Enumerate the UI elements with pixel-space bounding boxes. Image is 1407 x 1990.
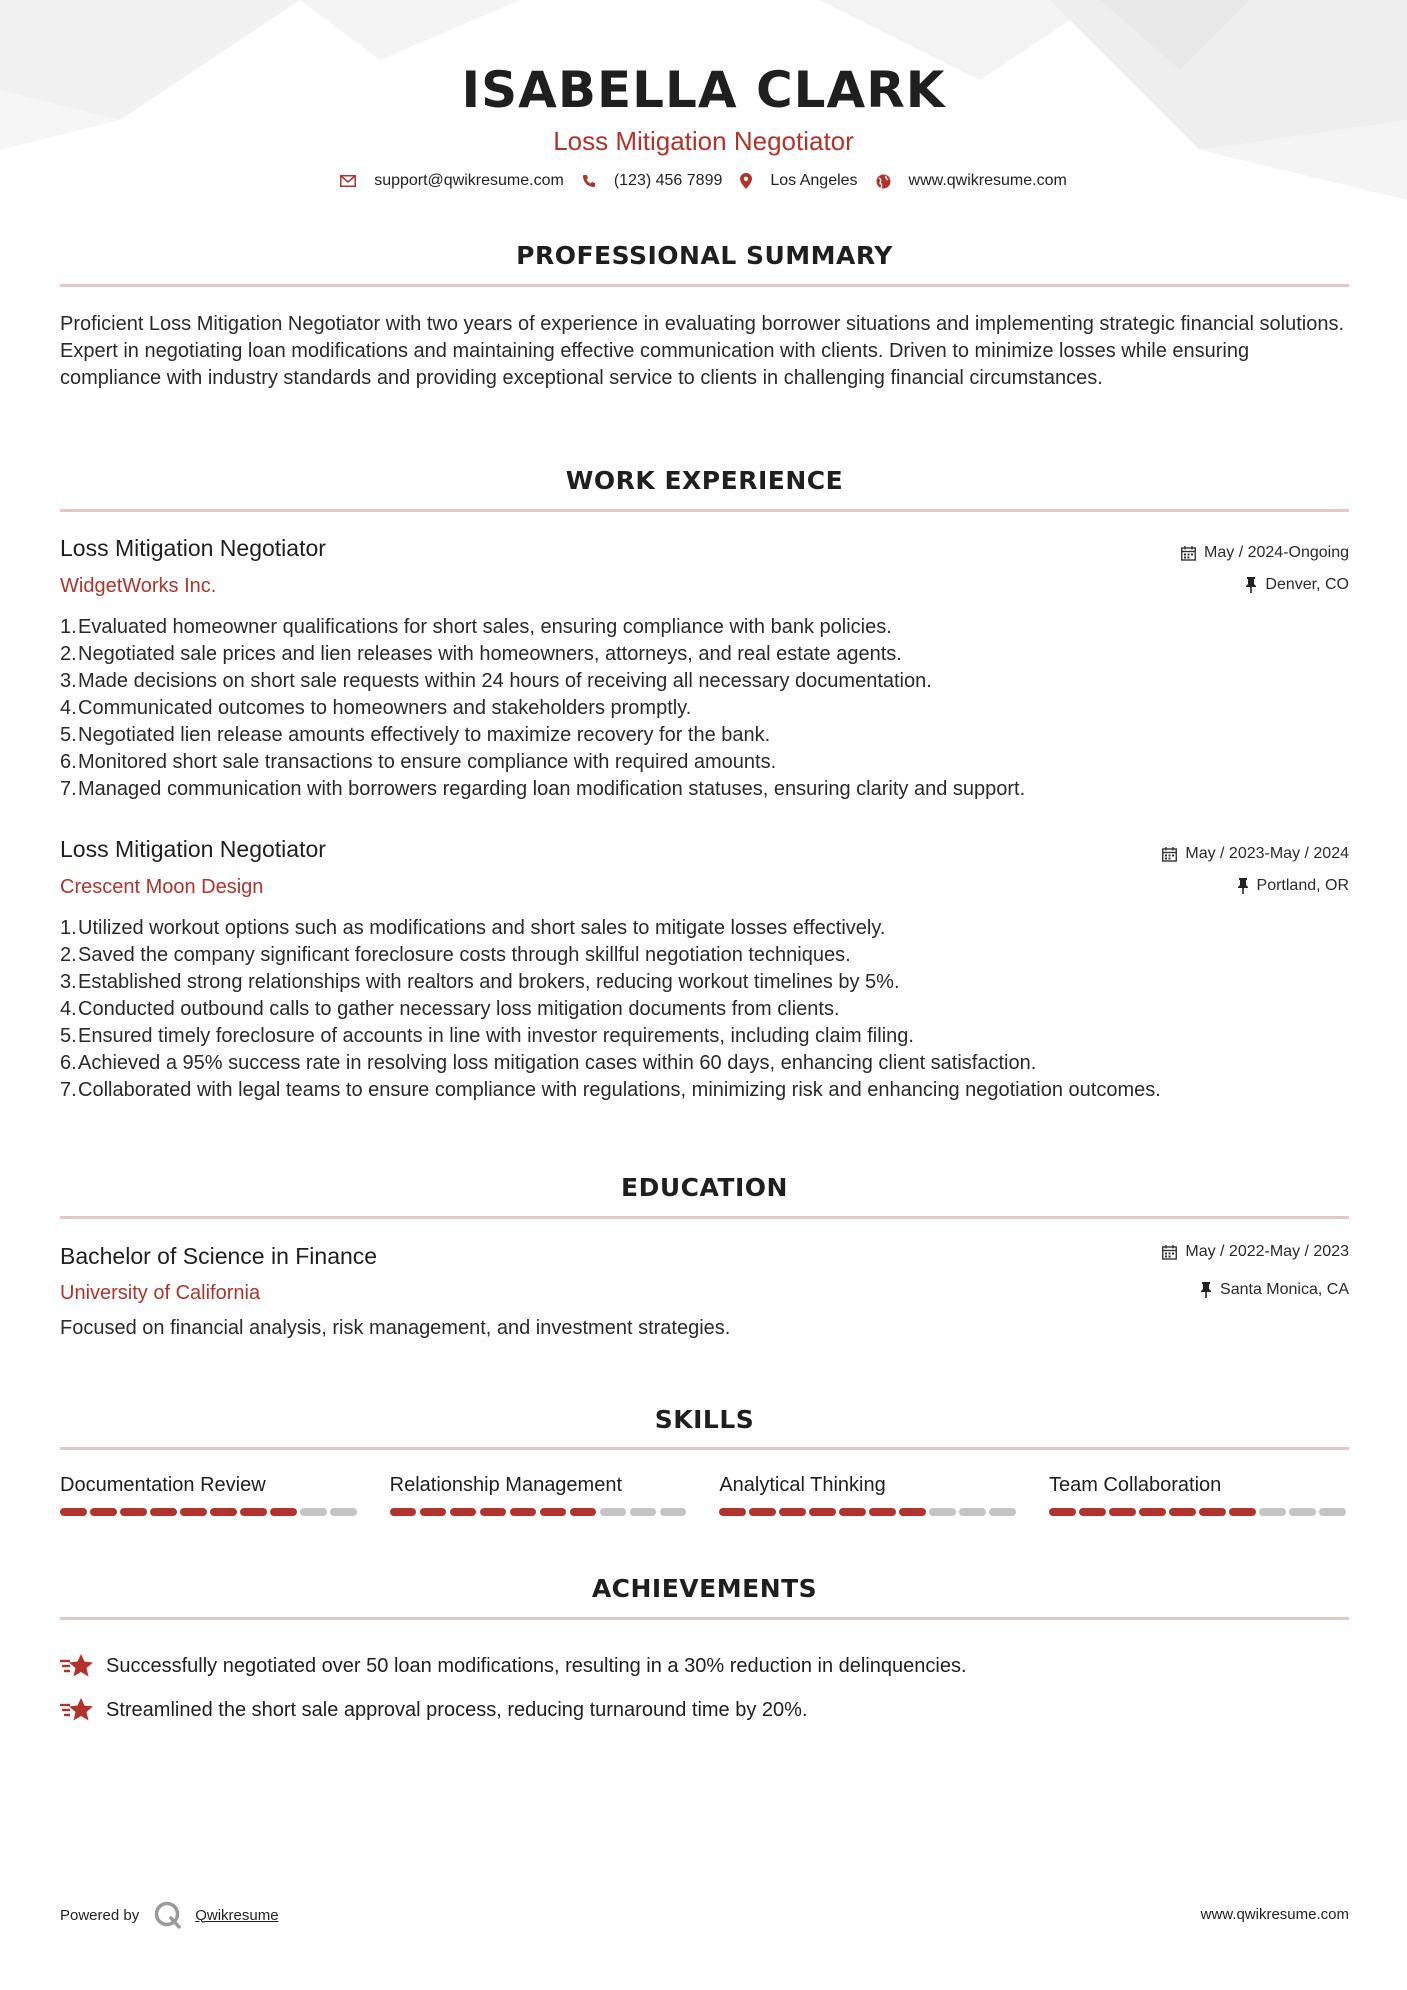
skill-segment-filled [809,1508,836,1516]
contact-email-text: support@qwikresume.com [374,172,564,189]
contact-phone[interactable] [582,172,723,190]
skill-segment-filled [1139,1508,1166,1516]
job-bullets [60,614,1349,803]
achievement-item [60,1688,1349,1732]
job-company: Crescent Moon Design [60,876,264,898]
contact-phone-text: (123) 456 7899 [613,172,723,189]
contact-website[interactable] [876,172,1067,190]
job-location-text: Denver, CO [1265,576,1349,593]
skill-segment-filled [1049,1508,1076,1516]
skill-item [60,1474,360,1516]
skill-segment-filled [450,1508,477,1516]
calendar-icon [1181,546,1196,561]
list-item: 5. Ensured timely foreclosure of accounts in line with investor requirements, including claim filing. [60,1025,914,1047]
skill-segment-empty [630,1508,657,1516]
skill-segment-filled [90,1508,117,1516]
job-dates-text: May / 2023-May / 2024 [1185,845,1349,862]
list-item: 7. Managed communication with borrowers regarding loan modification statuses, ensuring clarity and support. [60,778,1026,800]
list-item: 1. Evaluated homeowner qualifications for short sales, ensuring compliance with bank policies. [60,616,892,638]
job-title: Loss Mitigation Negotiator [60,535,326,561]
qwikresume-logo-icon [153,1900,183,1930]
skill-segment-empty [1319,1508,1346,1516]
skill-segment-filled [899,1508,926,1516]
skill-segment-empty [989,1508,1016,1516]
pushpin-icon [1200,1282,1212,1298]
education-divider [60,1216,1349,1219]
experience-divider [60,509,1349,512]
education-dates [1162,1243,1349,1261]
achievements-heading: ACHIEVEMENTS [591,1574,818,1603]
skill-name: Team Collaboration [1048,1474,1222,1496]
skill-segment-filled [570,1508,597,1516]
skill-segment-filled [420,1508,447,1516]
education-description: Focused on financial analysis, risk management, and investment strategies. [60,1317,731,1339]
powered-by-label: Powered by [60,1906,140,1924]
job-location [1245,576,1349,594]
skill-segment-filled [749,1508,776,1516]
list-item: 6. Monitored short sale transactions to ensure compliance with required amounts. [60,751,777,773]
job-location-text: Portland, OR [1256,877,1349,894]
contact-email[interactable] [340,172,564,190]
contact-bar [0,172,1407,190]
skill-segment-filled [719,1508,746,1516]
education-location [1200,1281,1349,1299]
education-dates-text: May / 2022-May / 2023 [1185,1243,1349,1260]
skills-heading: SKILLS [654,1405,755,1434]
skill-segment-filled [480,1508,507,1516]
skill-segment-filled [150,1508,177,1516]
star-icon [60,1697,94,1723]
job-title: Loss Mitigation Negotiator [60,836,326,862]
job-bullets [60,915,1349,1104]
footer-powered-by [60,1900,279,1930]
experience-heading: WORK EXPERIENCE [565,466,844,495]
achievements-list [60,1644,1349,1732]
skill-segment-filled [270,1508,297,1516]
list-item: 1. Utilized workout options such as modifications and short sales to mitigate losses effectively. [60,917,886,939]
education-school: University of California [60,1282,261,1304]
job-dates [1181,544,1349,562]
skill-item [719,1474,1019,1516]
candidate-name: ISABELLA CLARK [461,61,946,119]
skill-segment-filled [839,1508,866,1516]
list-item: 2. Saved the company significant foreclosure costs through skillful negotiation techniques. [60,944,851,966]
skill-item [1049,1474,1349,1516]
list-item: 3. Established strong relationships with realtors and brokers, reducing workout timelines by 5%. [60,971,900,993]
education-degree: Bachelor of Science in Finance [60,1243,378,1269]
skill-segment-filled [1169,1508,1196,1516]
list-item: 3. Made decisions on short sale requests within 24 hours of receiving all necessary documentation. [60,670,932,692]
calendar-icon [1162,1245,1177,1260]
skill-segment-filled [120,1508,147,1516]
skill-level-bar [719,1508,1019,1516]
list-item: 5. Negotiated lien release amounts effectively to maximize recovery for the bank. [60,724,771,746]
summary-divider [60,284,1349,287]
list-item: 2. Negotiated sale prices and lien releases with homeowners, attorneys, and real estate agents. [60,643,902,665]
skill-segment-empty [1289,1508,1316,1516]
contact-location-text: Los Angeles [770,172,858,189]
list-item: 4. Conducted outbound calls to gather necessary loss mitigation documents from clients. [60,998,840,1020]
skill-segment-filled [210,1508,237,1516]
brand-link[interactable]: Qwikresume [195,1906,279,1924]
skill-segment-filled [869,1508,896,1516]
list-item: 7. Collaborated with legal teams to ensure compliance with regulations, minimizing risk and enhancing negotiation outcomes. [60,1079,1161,1101]
list-item: 6. Achieved a 95% success rate in resolving loss mitigation cases within 60 days, enhancing client satisfaction. [60,1052,1037,1074]
achievement-item [60,1644,1349,1688]
skill-segment-filled [180,1508,207,1516]
achievement-text: Streamlined the short sale approval process, reducing turnaround time by 20%. [106,1698,808,1721]
job-company: WidgetWorks Inc. [60,575,217,597]
skill-segment-empty [660,1508,687,1516]
skill-segment-filled [60,1508,87,1516]
map-pin-icon [740,173,752,189]
skills-list [60,1474,1349,1516]
skill-segment-filled [1079,1508,1106,1516]
globe-icon [876,174,891,189]
skill-segment-empty [600,1508,627,1516]
skill-segment-empty [929,1508,956,1516]
footer-website[interactable]: www.qwikresume.com [1200,1906,1349,1923]
skill-level-bar [60,1508,360,1516]
skill-item [390,1474,690,1516]
job-location [1237,877,1349,895]
skill-level-bar [390,1508,690,1516]
job-dates [1162,845,1349,863]
contact-location [740,172,857,190]
skill-segment-filled [1109,1508,1136,1516]
skill-segment-filled [540,1508,567,1516]
skill-segment-filled [779,1508,806,1516]
achievements-divider [60,1617,1349,1620]
star-icon [60,1653,94,1679]
skill-segment-empty [1259,1508,1286,1516]
contact-website-text: www.qwikresume.com [908,172,1067,189]
achievement-text: Successfully negotiated over 50 loan modifications, resulting in a 30% reduction in delinquencies. [106,1654,967,1677]
skill-segment-empty [959,1508,986,1516]
education-location-text: Santa Monica, CA [1220,1281,1349,1298]
skills-divider [60,1447,1349,1450]
summary-text: Proficient Loss Mitigation Negotiator with two years of experience in evaluating borrower situations and implementing strategic financial solutions. Expert in negotiating loan modifications and maintaining effective communication with clients. Driven to minimize losses while ensuring compliance with industry standards and providing exceptional service to clients in challenging financial circumstances. [60,313,1344,389]
list-item: 4. Communicated outcomes to homeowners and stakeholders promptly. [60,697,692,719]
skill-segment-filled [510,1508,537,1516]
skill-segment-filled [1199,1508,1226,1516]
skill-name: Documentation Review [60,1474,266,1496]
skill-name: Analytical Thinking [719,1474,886,1496]
calendar-icon [1162,847,1177,862]
skill-level-bar [1049,1508,1349,1516]
summary-heading: PROFESSIONAL SUMMARY [516,241,893,270]
skill-segment-filled [390,1508,417,1516]
skill-segment-empty [330,1508,357,1516]
pushpin-icon [1237,878,1249,894]
pushpin-icon [1245,577,1257,593]
skill-name: Relationship Management [389,1474,623,1496]
resume-header [0,55,1407,157]
education-heading: EDUCATION [621,1173,788,1202]
candidate-role: Loss Mitigation Negotiator [553,126,854,156]
skill-segment-filled [1229,1508,1256,1516]
skill-segment-filled [240,1508,267,1516]
envelope-icon [340,175,356,187]
job-dates-text: May / 2024-Ongoing [1204,544,1349,561]
phone-icon [582,174,596,188]
skill-segment-empty [300,1508,327,1516]
